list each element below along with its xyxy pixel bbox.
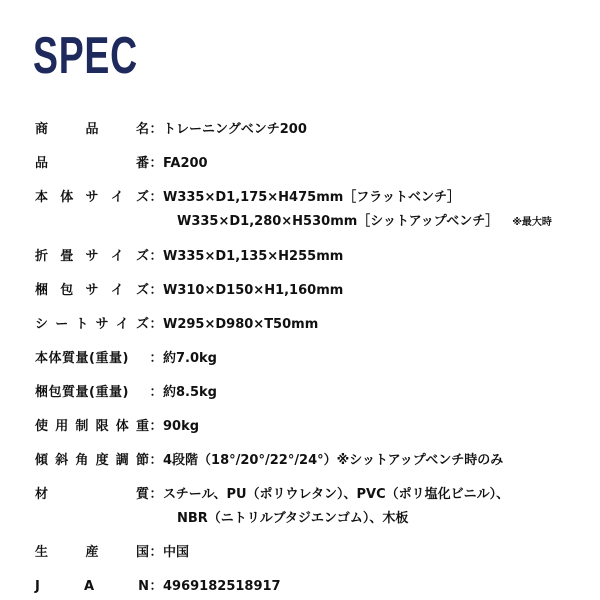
spec-label-char: イ — [110, 249, 124, 264]
spec-label-char: A — [83, 579, 94, 594]
spec-values — [163, 245, 590, 269]
spec-row — [35, 118, 590, 142]
spec-row — [35, 381, 590, 405]
spec-value-line — [163, 483, 590, 507]
spec-value-text: トレーニングベンチ200 — [163, 122, 307, 137]
spec-row — [35, 483, 590, 531]
spec-colon: ： — [149, 122, 163, 137]
spec-label-char: ズ — [135, 317, 149, 332]
spec-colon: ： — [149, 579, 163, 594]
spec-values — [163, 279, 590, 303]
spec-label-char: 品 — [85, 122, 99, 137]
spec-note: ※最大時 — [512, 217, 552, 228]
spec-label-char: イ — [110, 190, 124, 205]
spec-row — [35, 279, 590, 303]
spec-label-char: サ — [85, 249, 99, 264]
spec-label-char: J — [35, 579, 40, 594]
spec-value-text: 90kg — [163, 419, 200, 434]
spec-label-char: 畳 — [60, 249, 74, 264]
spec-label-char: 限 — [95, 419, 109, 434]
spec-value-text: 約7.0kg — [163, 351, 217, 366]
spec-label-char: サ — [85, 190, 99, 205]
spec-label-char: 梱 — [35, 283, 49, 298]
spec-colon: ： — [149, 385, 163, 400]
spec-label-char: 質 — [135, 487, 149, 502]
spec-label-char: 傾 — [35, 453, 49, 468]
spec-label-char: サ — [95, 317, 109, 332]
spec-label-char: 材 — [35, 487, 49, 502]
spec-values — [163, 415, 590, 439]
spec-row — [35, 541, 590, 565]
spec-label-char: 商 — [35, 122, 49, 137]
spec-colon: ： — [149, 487, 163, 502]
spec-colon: ： — [149, 283, 163, 298]
spec-row — [35, 152, 590, 176]
spec-row — [35, 313, 590, 337]
spec-label-char: サ — [85, 283, 99, 298]
spec-label-char: シ — [35, 317, 49, 332]
spec-values — [163, 347, 590, 371]
spec-value-line — [163, 118, 590, 142]
spec-values — [163, 313, 590, 337]
spec-label-char: ズ — [135, 283, 149, 298]
spec-row — [35, 245, 590, 269]
spec-value-text: NBR（ニトリルブタジエンゴム）、木板 — [177, 511, 409, 526]
spec-label-char: ト — [75, 317, 89, 332]
spec-colon: ： — [149, 453, 163, 468]
spec-value-text: W335×D1,280×H530mm［シットアップベンチ］ — [177, 214, 499, 229]
spec-label — [35, 186, 149, 210]
spec-colon: ： — [149, 156, 163, 171]
spec-values — [163, 483, 590, 531]
spec-label — [35, 415, 149, 439]
spec-value-text: FA200 — [163, 156, 208, 171]
spec-label-char: 用 — [55, 419, 69, 434]
spec-value-line — [163, 415, 590, 439]
spec-values — [163, 118, 590, 142]
spec-label — [35, 449, 149, 473]
spec-row — [35, 575, 590, 599]
spec-values — [163, 449, 590, 473]
spec-value-text: W335×D1,175×H475mm［フラットベンチ］ — [163, 190, 461, 205]
spec-label-char: N — [138, 579, 149, 594]
spec-colon: ： — [149, 190, 163, 205]
spec-values — [163, 541, 590, 565]
spec-values — [163, 575, 590, 599]
spec-colon: ： — [149, 545, 163, 560]
spec-label-char: 包 — [60, 283, 74, 298]
spec-value-line — [163, 541, 590, 565]
spec-colon: ： — [149, 317, 163, 332]
spec-row — [35, 449, 590, 473]
spec-value-line — [163, 186, 590, 210]
spec-label-char: 体 — [60, 190, 74, 205]
spec-value-text: 4969182518917 — [163, 579, 281, 594]
spec-value-text: 約8.5kg — [163, 385, 217, 400]
spec-label-char: 生 — [35, 545, 49, 560]
spec-value-line — [163, 507, 590, 531]
spec-label — [35, 541, 149, 565]
spec-label-char: 国 — [135, 545, 149, 560]
spec-values — [163, 381, 590, 405]
spec-colon: ： — [149, 249, 163, 264]
spec-row — [35, 347, 590, 371]
spec-value-line — [163, 313, 590, 337]
spec-label-char: 重 — [135, 419, 149, 434]
spec-label — [35, 279, 149, 303]
spec-label-char: 本 — [35, 190, 49, 205]
spec-title: SPEC — [33, 27, 138, 85]
spec-value-line — [163, 152, 590, 176]
spec-label-char: 名 — [135, 122, 149, 137]
spec-values — [163, 186, 590, 235]
spec-label-char: 斜 — [55, 453, 69, 468]
spec-values — [163, 152, 590, 176]
spec-label — [35, 245, 149, 269]
spec-value-text: W295×D980×T50mm — [163, 317, 319, 332]
spec-label-char: 折 — [35, 249, 49, 264]
spec-value-line — [163, 210, 590, 235]
spec-label-char: 使 — [35, 419, 49, 434]
spec-value-text: 中国 — [163, 545, 190, 560]
spec-value-text: スチール、PU（ポリウレタン）、PVC（ポリ塩化ビニル）、 — [163, 487, 510, 502]
spec-label-char: 番 — [135, 156, 149, 171]
spec-label-char: 調 — [115, 453, 129, 468]
spec-value-line — [163, 381, 590, 405]
spec-label-char: ズ — [135, 190, 149, 205]
spec-label-char: 節 — [135, 453, 149, 468]
spec-label-char: 角 — [75, 453, 89, 468]
spec-value-line — [163, 347, 590, 371]
spec-list — [35, 118, 590, 600]
spec-colon: ： — [149, 351, 163, 366]
spec-value-text: 4段階（18°/20°/22°/24°）※シットアップベンチ時のみ — [163, 453, 504, 468]
spec-label: 梱包質量(重量) — [35, 385, 129, 400]
spec-row — [35, 415, 590, 439]
spec-label — [35, 118, 149, 142]
spec-label-char: 度 — [95, 453, 109, 468]
spec-label — [35, 483, 149, 507]
spec-label-char: 産 — [85, 545, 99, 560]
spec-label-char: イ — [115, 317, 129, 332]
spec-label — [35, 575, 149, 599]
spec-value-line — [163, 449, 590, 473]
spec-label — [35, 152, 149, 176]
spec-label-char: 体 — [115, 419, 129, 434]
spec-value-line — [163, 575, 590, 599]
spec-label-char: ズ — [135, 249, 149, 264]
spec-label: 本体質量(重量) — [35, 351, 129, 366]
spec-row — [35, 186, 590, 235]
spec-value-text: W310×D150×H1,160mm — [163, 283, 344, 298]
spec-label — [35, 313, 149, 337]
spec-colon: ： — [149, 419, 163, 434]
spec-label-char: 品 — [35, 156, 49, 171]
spec-value-line — [163, 279, 590, 303]
spec-label-char: イ — [110, 283, 124, 298]
spec-value-text: W335×D1,135×H255mm — [163, 249, 344, 264]
spec-label-char: 制 — [75, 419, 89, 434]
spec-value-line — [163, 245, 590, 269]
spec-label-char: ー — [55, 317, 69, 332]
